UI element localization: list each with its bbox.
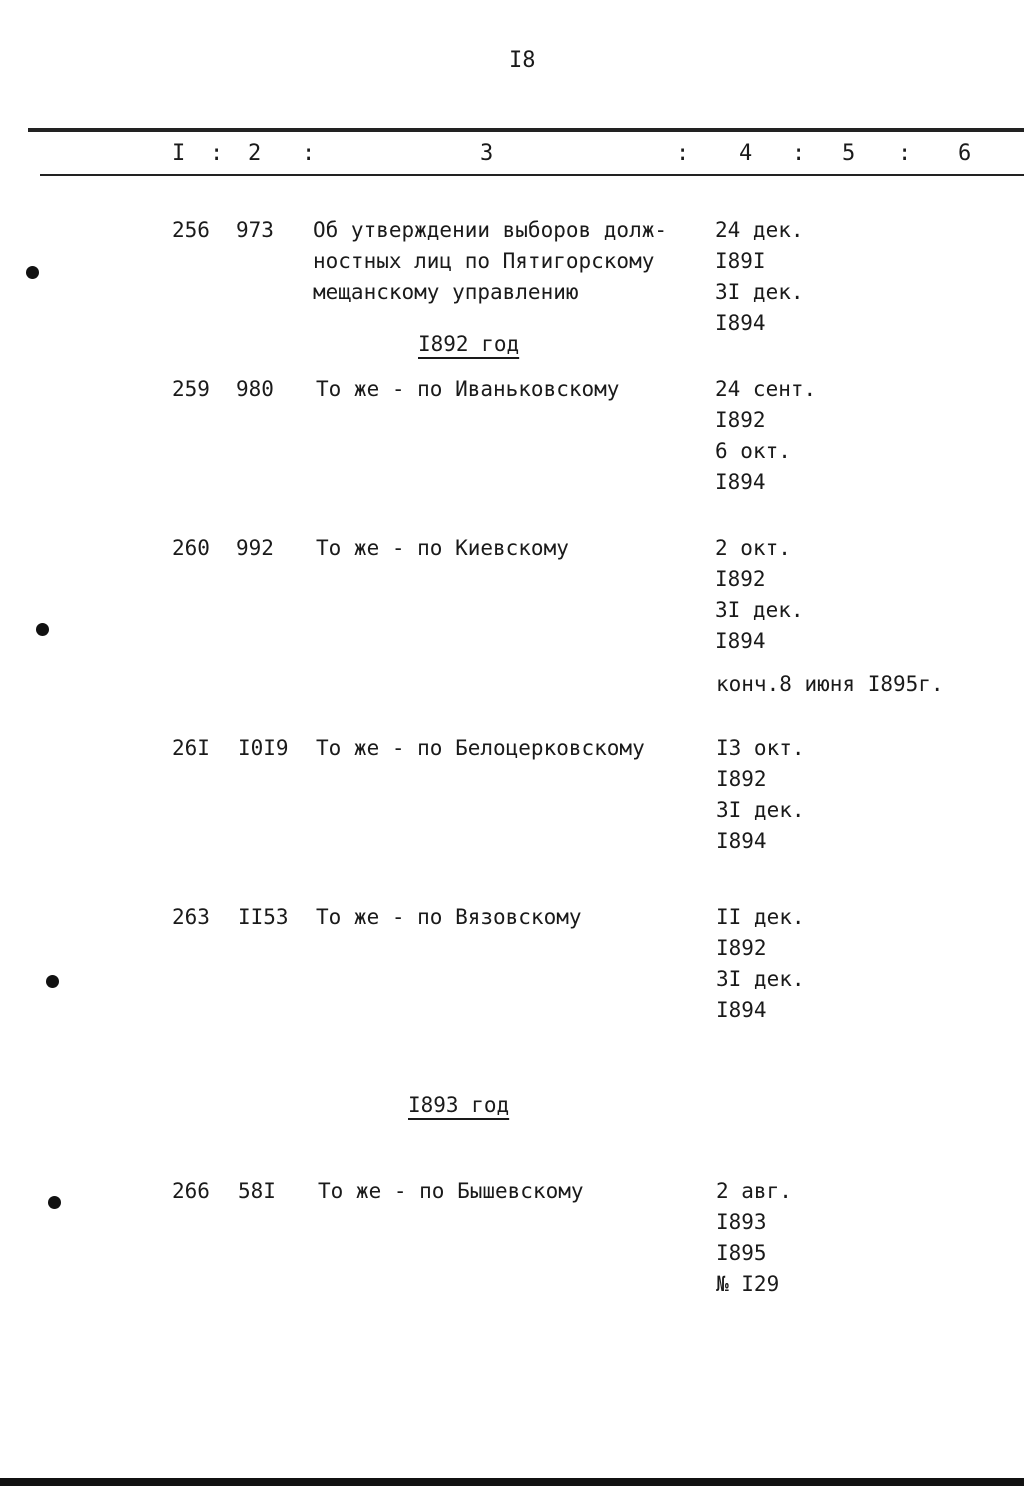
item-number: 260 — [172, 536, 210, 560]
section-year-heading: I893 год — [408, 1093, 510, 1117]
title-line: То же - по Белоцерковскому — [316, 736, 645, 760]
end-date: 3I дек. — [716, 967, 805, 991]
start-date: 24 сент. — [715, 377, 817, 401]
start-year: I892 — [715, 567, 766, 591]
start-date: 24 дек. — [715, 218, 804, 242]
title-line: То же - по Иваньковскому — [316, 377, 620, 401]
section-year-heading: I892 год — [418, 332, 520, 356]
punch-hole — [46, 975, 59, 988]
date-range — [715, 215, 804, 339]
inventory-number: II53 — [238, 905, 289, 929]
header-rule — [40, 174, 1024, 176]
item-title — [316, 902, 582, 933]
punch-hole — [26, 266, 39, 279]
item-number: 256 — [172, 218, 210, 242]
start-date: 2 окт. — [715, 536, 791, 560]
item-number: 259 — [172, 377, 210, 401]
start-year: I892 — [716, 936, 767, 960]
end-date: 6 окт. — [715, 439, 791, 463]
end-year: I894 — [715, 470, 766, 494]
column-header-2: 2 — [248, 141, 262, 166]
title-line: То же - по Киевскому — [316, 536, 569, 560]
inventory-number: 980 — [236, 377, 274, 401]
column-header-5: 5 — [842, 141, 856, 166]
top-rule — [28, 128, 1024, 132]
item-title — [318, 1176, 584, 1207]
end-date: 3I дек. — [716, 798, 805, 822]
end-year: I895 — [716, 1241, 767, 1265]
date-range — [715, 533, 804, 657]
item-title — [313, 215, 667, 308]
title-line: То же - по Бышевскому — [318, 1179, 584, 1203]
column-separator: : — [792, 141, 806, 166]
inventory-number: I0I9 — [238, 736, 289, 760]
start-year: I892 — [715, 408, 766, 432]
column-separator: : — [676, 141, 690, 166]
start-year: I89I — [715, 249, 766, 273]
title-line: Об утверждении выборов долж- — [313, 218, 668, 242]
page-number: I8 — [509, 48, 536, 73]
punch-hole — [48, 1196, 61, 1209]
end-year: I894 — [716, 998, 767, 1022]
start-date: I3 окт. — [716, 736, 805, 760]
column-header-3: 3 — [480, 141, 494, 166]
end-year: I894 — [715, 311, 766, 335]
punch-hole — [36, 623, 49, 636]
inventory-number: 992 — [236, 536, 274, 560]
column-header-4: 4 — [739, 141, 753, 166]
title-line: ностных лиц по Пятигорскому — [313, 249, 655, 273]
column-header-1: I — [172, 141, 186, 166]
start-date: II дек. — [716, 905, 805, 929]
item-number: 266 — [172, 1179, 210, 1203]
title-line: мещанскому управлению — [313, 280, 579, 304]
title-line: То же - по Вязовскому — [316, 905, 582, 929]
column-separator: : — [302, 141, 316, 166]
item-title — [316, 374, 619, 405]
start-year: I892 — [716, 767, 767, 791]
bottom-edge-rule — [0, 1478, 1024, 1486]
column-header-6: 6 — [958, 141, 972, 166]
item-title — [316, 533, 569, 564]
completion-note: конч.8 июня I895г. — [716, 672, 944, 696]
item-number: 26I — [172, 736, 210, 760]
end-year: I894 — [715, 629, 766, 653]
column-separator: : — [210, 141, 224, 166]
item-title — [316, 733, 645, 764]
end-date: 3I дек. — [715, 280, 804, 304]
end-date: 3I дек. — [715, 598, 804, 622]
date-range — [716, 1176, 792, 1300]
start-year: I893 — [716, 1210, 767, 1234]
inventory-number: 58I — [238, 1179, 276, 1203]
column-separator: : — [898, 141, 912, 166]
start-date: 2 авг. — [716, 1179, 792, 1203]
inventory-number: 973 — [236, 218, 274, 242]
date-range — [716, 733, 805, 857]
item-number: 263 — [172, 905, 210, 929]
date-range — [716, 902, 805, 1026]
date-range — [715, 374, 816, 498]
file-number: № I29 — [716, 1272, 780, 1296]
end-year: I894 — [716, 829, 767, 853]
